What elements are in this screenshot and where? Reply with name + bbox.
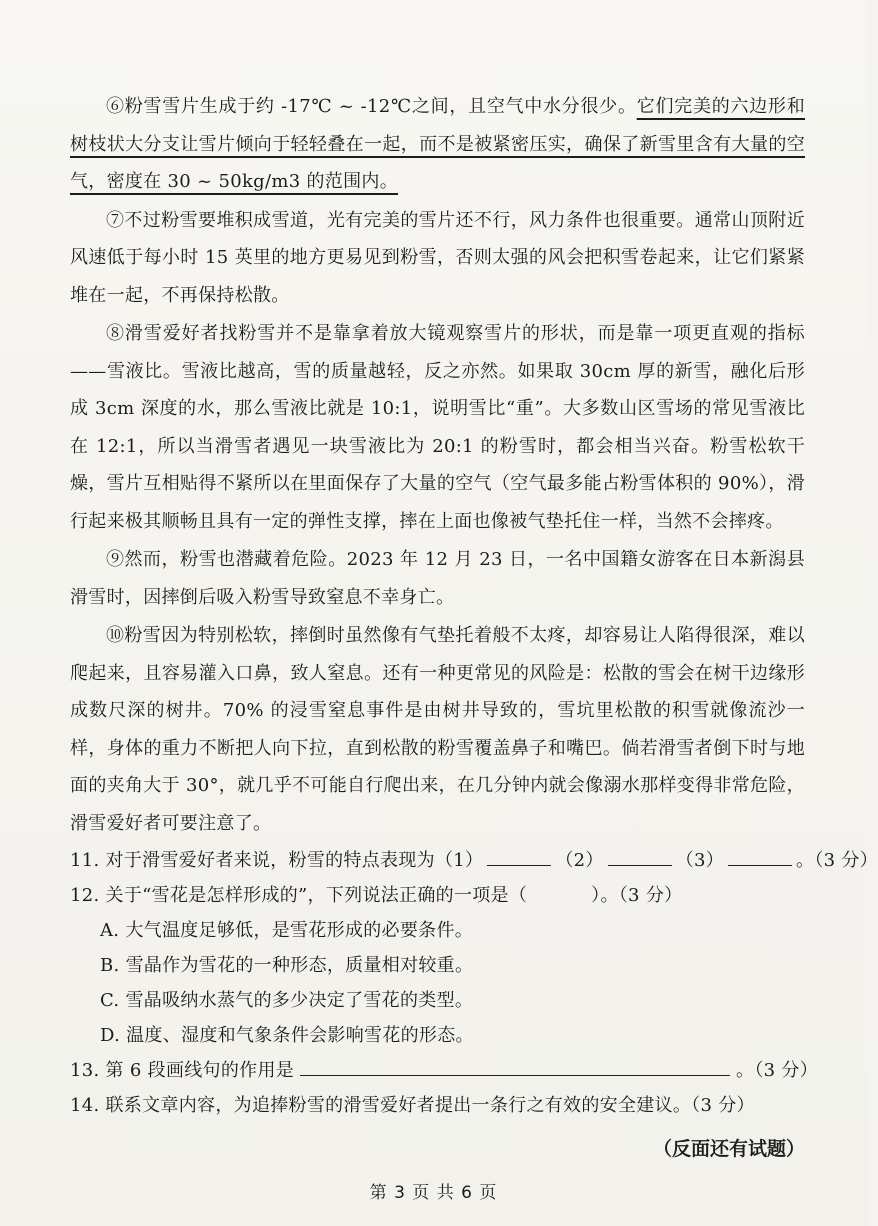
paragraph-9: ⑨然而，粉雪也潜藏着危险。2023 年 12 月 23 日，一名中国籍女游客在日本新潟县滑雪时，因摔倒后吸入粉雪导致窒息不幸身亡。	[70, 549, 805, 608]
continued-note: （反面还有试题）	[652, 1138, 805, 1160]
answer-blank-2[interactable]	[608, 843, 672, 866]
paragraph-6-text: ⑥粉雪雪片生成于约 -17℃ ~ -12℃之间，且空气中水分很少。	[106, 96, 637, 117]
answer-line-13[interactable]	[300, 1053, 730, 1076]
paragraph-7: ⑦不过粉雪要堆积成雪道，光有完美的雪片还不行，风力条件也很重要。通常山顶附近风速低于每小时 15 英里的地方更易见到粉雪，否则太强的风会把积雪卷起来，让它们紧紧堆在一起，不再保持松散。	[70, 209, 805, 306]
option-a: A. 大气温度足够低，是雪花形成的必要条件。	[100, 920, 474, 941]
blank-1-label: （1）	[434, 850, 484, 871]
question-12-score: ）。（3 分）	[591, 885, 683, 906]
question-11-score: 。（3 分）	[796, 850, 878, 871]
question-12	[70, 878, 805, 913]
blank-3-label: （3）	[675, 850, 725, 871]
question-13-score: 。（3 分）	[736, 1060, 819, 1081]
question-11-stem: 11. 对于滑雪爱好者来说，粉雪的特点表现为	[70, 850, 435, 871]
paragraph-8: ⑧滑雪爱好者找粉雪并不是靠拿着放大镜观察雪片的形状，而是靠一项更直观的指标——雪液比。雪液比越高，雪的质量越轻，反之亦然。如果取 30cm 厚的新雪，融化后形成 3cm 深度的水，那么雪液比就是 10:1，说明雪比“重”。大多数山区雪场的常见雪液比在 12:1，所以当滑雪者遇见一块雪液比为 20:1 的粉雪时，都会相当兴奋。粉雪松软干燥，雪片互相贴得不紧所以在里面保存了大量的空气（空气最多能占粉雪体积的 90%），滑行起来极其顺畅且具有一定的弹性支撑，摔在上面也像被气垫托住一样，当然不会摔疼。	[70, 323, 805, 532]
answer-blank-1[interactable]	[487, 843, 551, 866]
paragraph-6-underlined-sentence: 它们完美的六边形和树枝状大分支让雪片倾向于轻轻叠在一起，而不是被紧密压实，确保了新雪里含有大量的空气，密度在 30 ~ 50kg/m3 的范围内。	[70, 96, 805, 192]
question-14: 14. 联系文章内容，为追捧粉雪的滑雪爱好者提出一条行之有效的安全建议。（3 分）	[70, 1095, 755, 1116]
option-d: D. 温度、湿度和气象条件会影响雪花的形态。	[100, 1025, 474, 1046]
paragraph-6	[70, 88, 805, 201]
page-footer: 第 3 页 共 6 页	[369, 1183, 498, 1203]
question-12-stem: 12. 关于“雪花是怎样形成的”，下列说法正确的一项是（	[70, 885, 528, 906]
answer-blank-3[interactable]	[728, 843, 792, 866]
paragraph-10: ⑩粉雪因为特别松软，摔倒时虽然像有气垫托着般不太疼，却容易让人陷得很深，难以爬起来，且容易灌入口鼻，致人窒息。还有一种更常见的风险是：松散的雪会在树干边缘形成数尺深的树井。70% 的浸雪窒息事件是由树井导致的，雪坑里松散的积雪就像流沙一样，身体的重力不断把人向下拉，直到松散的粉雪覆盖鼻子和嘴巴。倘若滑雪者倒下时与地面的夹角大于 30°，就几乎不可能自行爬出来，在几分钟内就会像溺水那样变得非常危险，滑雪爱好者可要注意了。	[70, 625, 805, 834]
option-c: C. 雪晶吸纳水蒸气的多少决定了雪花的类型。	[100, 990, 474, 1011]
question-13-stem: 13. 第 6 段画线句的作用是	[70, 1060, 295, 1081]
question-11	[70, 843, 878, 878]
blank-2-label: （2）	[555, 850, 604, 871]
option-b: B. 雪晶作为雪花的一种形态，质量相对较重。	[100, 955, 474, 976]
question-13	[70, 1053, 819, 1088]
